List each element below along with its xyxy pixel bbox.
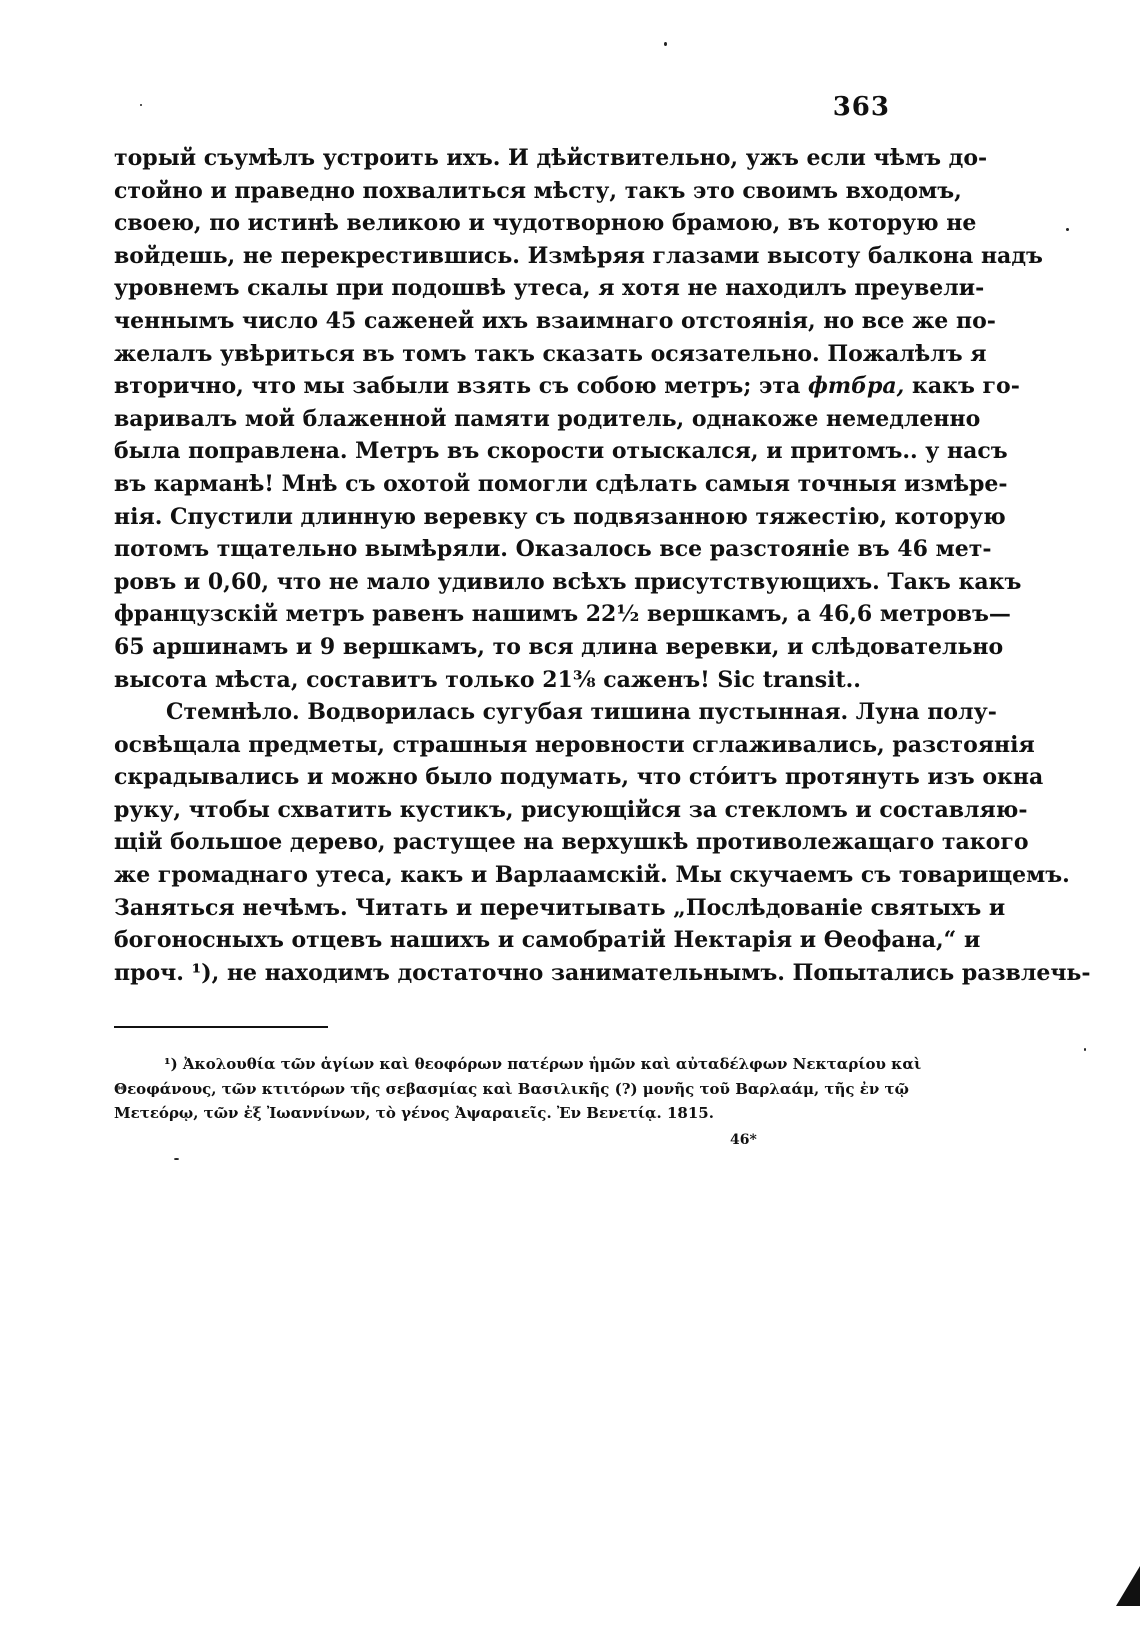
text-line: руку, чтобы схватить кустикъ, рисующійся за стекломъ и составляю- (114, 796, 1028, 823)
text-line: Заняться нечѣмъ. Читать и перечитывать „Послѣдованіе святыхъ и (114, 894, 1006, 921)
text-line: войдешь, не перекрестившись. Измѣряя глазами высоту балкона надъ (114, 242, 1043, 269)
text-line: французскій метръ равенъ нашимъ 22½ вершкамъ, а 46,6 метровъ— (114, 601, 1011, 628)
footnote-line: Θεοφάνους, τῶν κτιτόρων τῆς σεβασμίας καὶ Βασιλικῆς (?) μονῆς τοῦ Βαρλαάμ, τῆς ἐν τῷ (114, 1079, 909, 1098)
text-line: варивалъ мой блаженной памяти родитель, однакоже немедленно (114, 405, 981, 432)
text-line: нія. Спустили длинную веревку съ подвязанною тяжестію, которую (114, 503, 1006, 530)
footnote (114, 1052, 922, 1126)
text-line: своею, по истинѣ великою и чудотворною брамою, въ которую не (114, 210, 977, 237)
scan-speck (1066, 228, 1069, 231)
text-line: была поправлена. Метръ въ скорости отыскался, и притомъ.. у насъ (114, 438, 1008, 465)
text-line: желалъ увѣриться въ томъ такъ сказать осязательно. Пожалѣлъ я (114, 340, 987, 367)
text-line: высота мѣста, составитъ только 21⅜ саженъ! Sic transit.. (114, 666, 861, 693)
footnote-line: ¹) Ἀκολουθία τῶν ἁγίων καὶ θεοφόρων πατέρων ἡμῶν καὶ αὐταδέλφων Νεκταρίου καὶ (164, 1055, 922, 1073)
footnote-line: Μετεόρῳ, τῶν ἐξ Ἰωαννίνων, τὸ γένος Ἀψαραιεῖς. Ἐν Βενετίᾳ. 1815. (114, 1104, 714, 1122)
text-line: 65 аршинамъ и 9 вершкамъ, то вся длина веревки, и слѣдовательно (114, 633, 1004, 660)
text-line: уровнемъ скалы при подошвѣ утеса, я хотя не находилъ преувели- (114, 275, 985, 302)
scan-speck (140, 104, 142, 106)
italic-word: фтбра, (808, 373, 905, 400)
scan-speck (174, 1158, 179, 1160)
text-line: Стемнѣло. Водворилась сугубая тишина пустынная. Луна полу- (166, 699, 997, 726)
body-text (114, 142, 1091, 989)
text-line: стойно и праведно похвалиться мѣсту, такъ это своимъ входомъ, (114, 177, 962, 204)
text-line: торый съумѣлъ устроить ихъ. И дѣйствительно, ужъ если чѣмъ до- (114, 145, 988, 171)
text-line: же громаднаго утеса, какъ и Варлаамскій. Мы скучаемъ съ товарищемъ. (114, 862, 1070, 889)
text-line: богоносныхъ отцевъ нашихъ и самобратій Нектарія и Өеофана,“ и (114, 927, 981, 954)
scan-edge-mark (1116, 1566, 1140, 1606)
scan-speck (1084, 1048, 1086, 1051)
text-line: щій большое дерево, растущее на верхушкѣ противолежащаго такого (114, 829, 1029, 856)
text-line: ровъ и 0,60, что не мало удивило всѣхъ присутствующихъ. Такъ какъ (114, 568, 1022, 595)
printer-signature: 46* (730, 1132, 757, 1148)
text-line: освѣщала предметы, страшныя неровности сглаживались, разстоянія (114, 731, 1035, 758)
text-line: скрадывались и можно было подумать, что стóитъ протянуть изъ окна (114, 764, 1044, 791)
text-line: въ карманѣ! Мнѣ съ охотой помогли сдѣлать самыя точныя измѣре- (114, 470, 1008, 497)
text-segment: вторично, что мы забыли взять съ собою метръ; эта (114, 373, 801, 400)
text-line: ченнымъ число 45 саженей ихъ взаимнаго отстоянія, но все же по- (114, 307, 996, 334)
scan-speck (664, 42, 667, 46)
text-line: потомъ тщательно вымѣряли. Оказалось все разстояніе въ 46 мет- (114, 536, 992, 563)
text-line: проч. ¹), не находимъ достаточно занимательнымъ. Попытались развлечь- (114, 959, 1091, 986)
text-segment: какъ го- (904, 373, 1020, 400)
text-line-mixed (114, 370, 1020, 403)
footnote-separator (114, 1026, 328, 1028)
page-number: 363 (832, 92, 890, 122)
